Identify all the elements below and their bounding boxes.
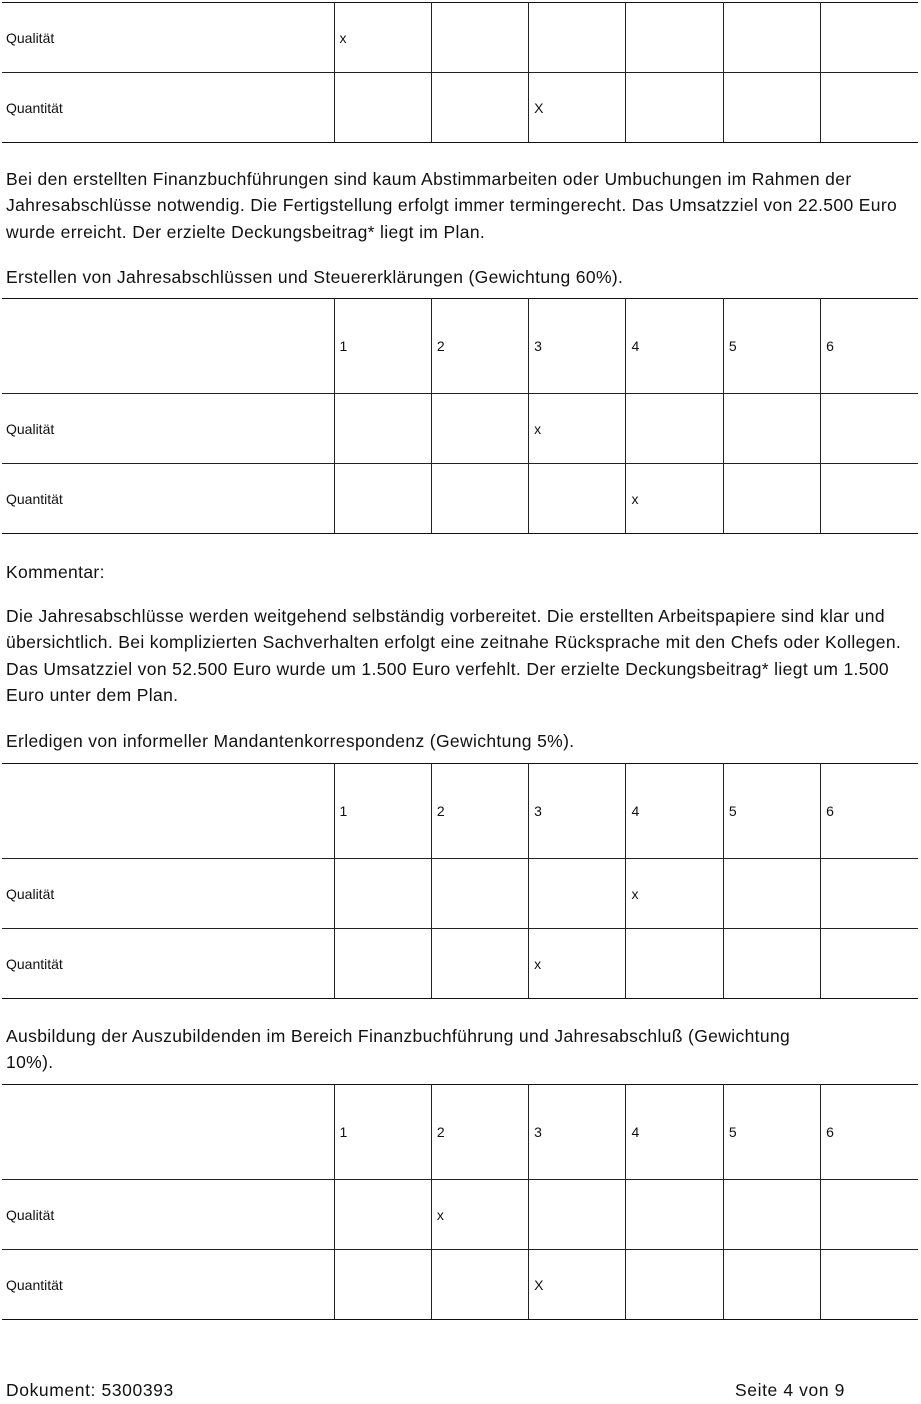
assessment-paragraph: Bei den erstellten Finanzbuchführungen sind kaum Abstimmarbeiten oder Umbuchungen im Rahmen der Jahresabschlüsse notwendig. Die Fertigstellung erfolgt immer termingerecht. Das Umsatzziel von 22.500 Euro wurde erreicht. Der erzielte Deckungsbeitrag* liegt im Plan. bbox=[6, 169, 898, 242]
rating-cell bbox=[723, 1250, 820, 1320]
header-empty-cell bbox=[2, 764, 334, 859]
row-label: Quantität bbox=[2, 73, 334, 143]
section-title: Erstellen von Jahresabschlüssen und Steuererklärungen (Gewichtung 60%). bbox=[6, 267, 624, 287]
scale-number: 3 bbox=[529, 764, 626, 859]
rating-table-correspondence bbox=[2, 763, 918, 999]
rating-cell bbox=[821, 73, 918, 143]
rating-cell bbox=[431, 929, 528, 999]
rating-cell bbox=[334, 1250, 431, 1320]
section-title: Erledigen von informeller Mandantenkorrespondenz (Gewichtung 5%). bbox=[6, 731, 575, 751]
rating-cell bbox=[723, 394, 820, 464]
table-row bbox=[2, 859, 918, 929]
rating-cell bbox=[723, 3, 820, 73]
rating-cell bbox=[626, 1180, 723, 1250]
table-row bbox=[2, 929, 918, 999]
comment-label: Kommentar: bbox=[6, 562, 105, 582]
scale-number: 3 bbox=[529, 1085, 626, 1180]
rating-cell bbox=[431, 73, 528, 143]
table-row bbox=[2, 73, 918, 143]
page-number: Seite 4 von 9 bbox=[735, 1380, 845, 1400]
rating-cell bbox=[723, 1180, 820, 1250]
row-label: Qualität bbox=[2, 3, 334, 73]
rating-table-annual-statements bbox=[2, 298, 918, 534]
rating-cell bbox=[821, 1180, 918, 1250]
row-label: Qualität bbox=[2, 1180, 334, 1250]
rating-cell bbox=[723, 464, 820, 534]
rating-cell bbox=[821, 929, 918, 999]
scale-header-row bbox=[2, 764, 918, 859]
rating-cell bbox=[334, 394, 431, 464]
scale-number: 2 bbox=[431, 1085, 528, 1180]
rating-cell bbox=[821, 464, 918, 534]
header-empty-cell bbox=[2, 299, 334, 394]
rating-cell bbox=[431, 3, 528, 73]
scale-number: 5 bbox=[723, 764, 820, 859]
row-label: Qualität bbox=[2, 394, 334, 464]
row-label: Quantität bbox=[2, 1250, 334, 1320]
scale-number: 5 bbox=[723, 299, 820, 394]
rating-cell bbox=[821, 859, 918, 929]
rating-cell: x bbox=[334, 3, 431, 73]
rating-cell bbox=[431, 1250, 528, 1320]
scale-header-row bbox=[2, 1085, 918, 1180]
rating-cell bbox=[821, 1250, 918, 1320]
scale-number: 1 bbox=[334, 764, 431, 859]
header-empty-cell bbox=[2, 1085, 334, 1180]
rating-cell bbox=[626, 1250, 723, 1320]
table-row bbox=[2, 394, 918, 464]
rating-cell bbox=[431, 859, 528, 929]
rating-cell bbox=[334, 464, 431, 534]
rating-cell: X bbox=[529, 73, 626, 143]
rating-cell bbox=[334, 929, 431, 999]
table-row bbox=[2, 3, 918, 73]
scale-number: 2 bbox=[431, 299, 528, 394]
comment-paragraph: Die Jahresabschlüsse werden weitgehend selbständig vorbereitet. Die erstellten Arbeitspapiere sind klar und übersichtlich. Bei komplizierten Sachverhalten erfolgt eine zeitnahe Rücksprache mit den Chefs oder Kollegen. Das Umsatzziel von 52.500 Euro wurde um 1.500 Euro verfehlt. Der erzielte Deckungsbeitrag* liegt um 1.500 Euro unter dem Plan. bbox=[6, 606, 902, 705]
rating-cell bbox=[626, 394, 723, 464]
scale-number: 4 bbox=[626, 1085, 723, 1180]
scale-header-row bbox=[2, 299, 918, 394]
rating-cell bbox=[626, 73, 723, 143]
rating-table-previous bbox=[2, 2, 918, 143]
rating-cell bbox=[723, 73, 820, 143]
table-row bbox=[2, 1180, 918, 1250]
rating-cell bbox=[529, 464, 626, 534]
row-label: Quantität bbox=[2, 464, 334, 534]
rating-cell: X bbox=[529, 1250, 626, 1320]
table-row bbox=[2, 464, 918, 534]
rating-cell: x bbox=[529, 929, 626, 999]
scale-number: 3 bbox=[529, 299, 626, 394]
section-title: Ausbildung der Auszubildenden im Bereich Finanzbuchführung und Jahresabschluß (Gewichtung 10%). bbox=[6, 1026, 791, 1073]
rating-cell bbox=[529, 3, 626, 73]
scale-number: 4 bbox=[626, 764, 723, 859]
rating-cell bbox=[431, 464, 528, 534]
rating-cell bbox=[723, 859, 820, 929]
rating-cell bbox=[821, 3, 918, 73]
rating-cell: x bbox=[626, 464, 723, 534]
rating-cell bbox=[334, 73, 431, 143]
rating-cell bbox=[334, 859, 431, 929]
rating-cell bbox=[334, 1180, 431, 1250]
rating-cell: x bbox=[626, 859, 723, 929]
row-label: Qualität bbox=[2, 859, 334, 929]
scale-number: 1 bbox=[334, 299, 431, 394]
rating-cell bbox=[626, 3, 723, 73]
table-row bbox=[2, 1250, 918, 1320]
scale-number: 1 bbox=[334, 1085, 431, 1180]
rating-cell bbox=[821, 394, 918, 464]
rating-cell: x bbox=[431, 1180, 528, 1250]
rating-cell bbox=[723, 929, 820, 999]
scale-number: 6 bbox=[821, 1085, 918, 1180]
document-number: Dokument: 5300393 bbox=[6, 1380, 174, 1400]
scale-number: 5 bbox=[723, 1085, 820, 1180]
rating-cell bbox=[626, 929, 723, 999]
scale-number: 4 bbox=[626, 299, 723, 394]
rating-cell: x bbox=[529, 394, 626, 464]
rating-cell bbox=[529, 859, 626, 929]
row-label: Quantität bbox=[2, 929, 334, 999]
scale-number: 6 bbox=[821, 764, 918, 859]
scale-number: 6 bbox=[821, 299, 918, 394]
rating-cell bbox=[431, 394, 528, 464]
rating-cell bbox=[529, 1180, 626, 1250]
scale-number: 2 bbox=[431, 764, 528, 859]
rating-table-training bbox=[2, 1084, 918, 1320]
